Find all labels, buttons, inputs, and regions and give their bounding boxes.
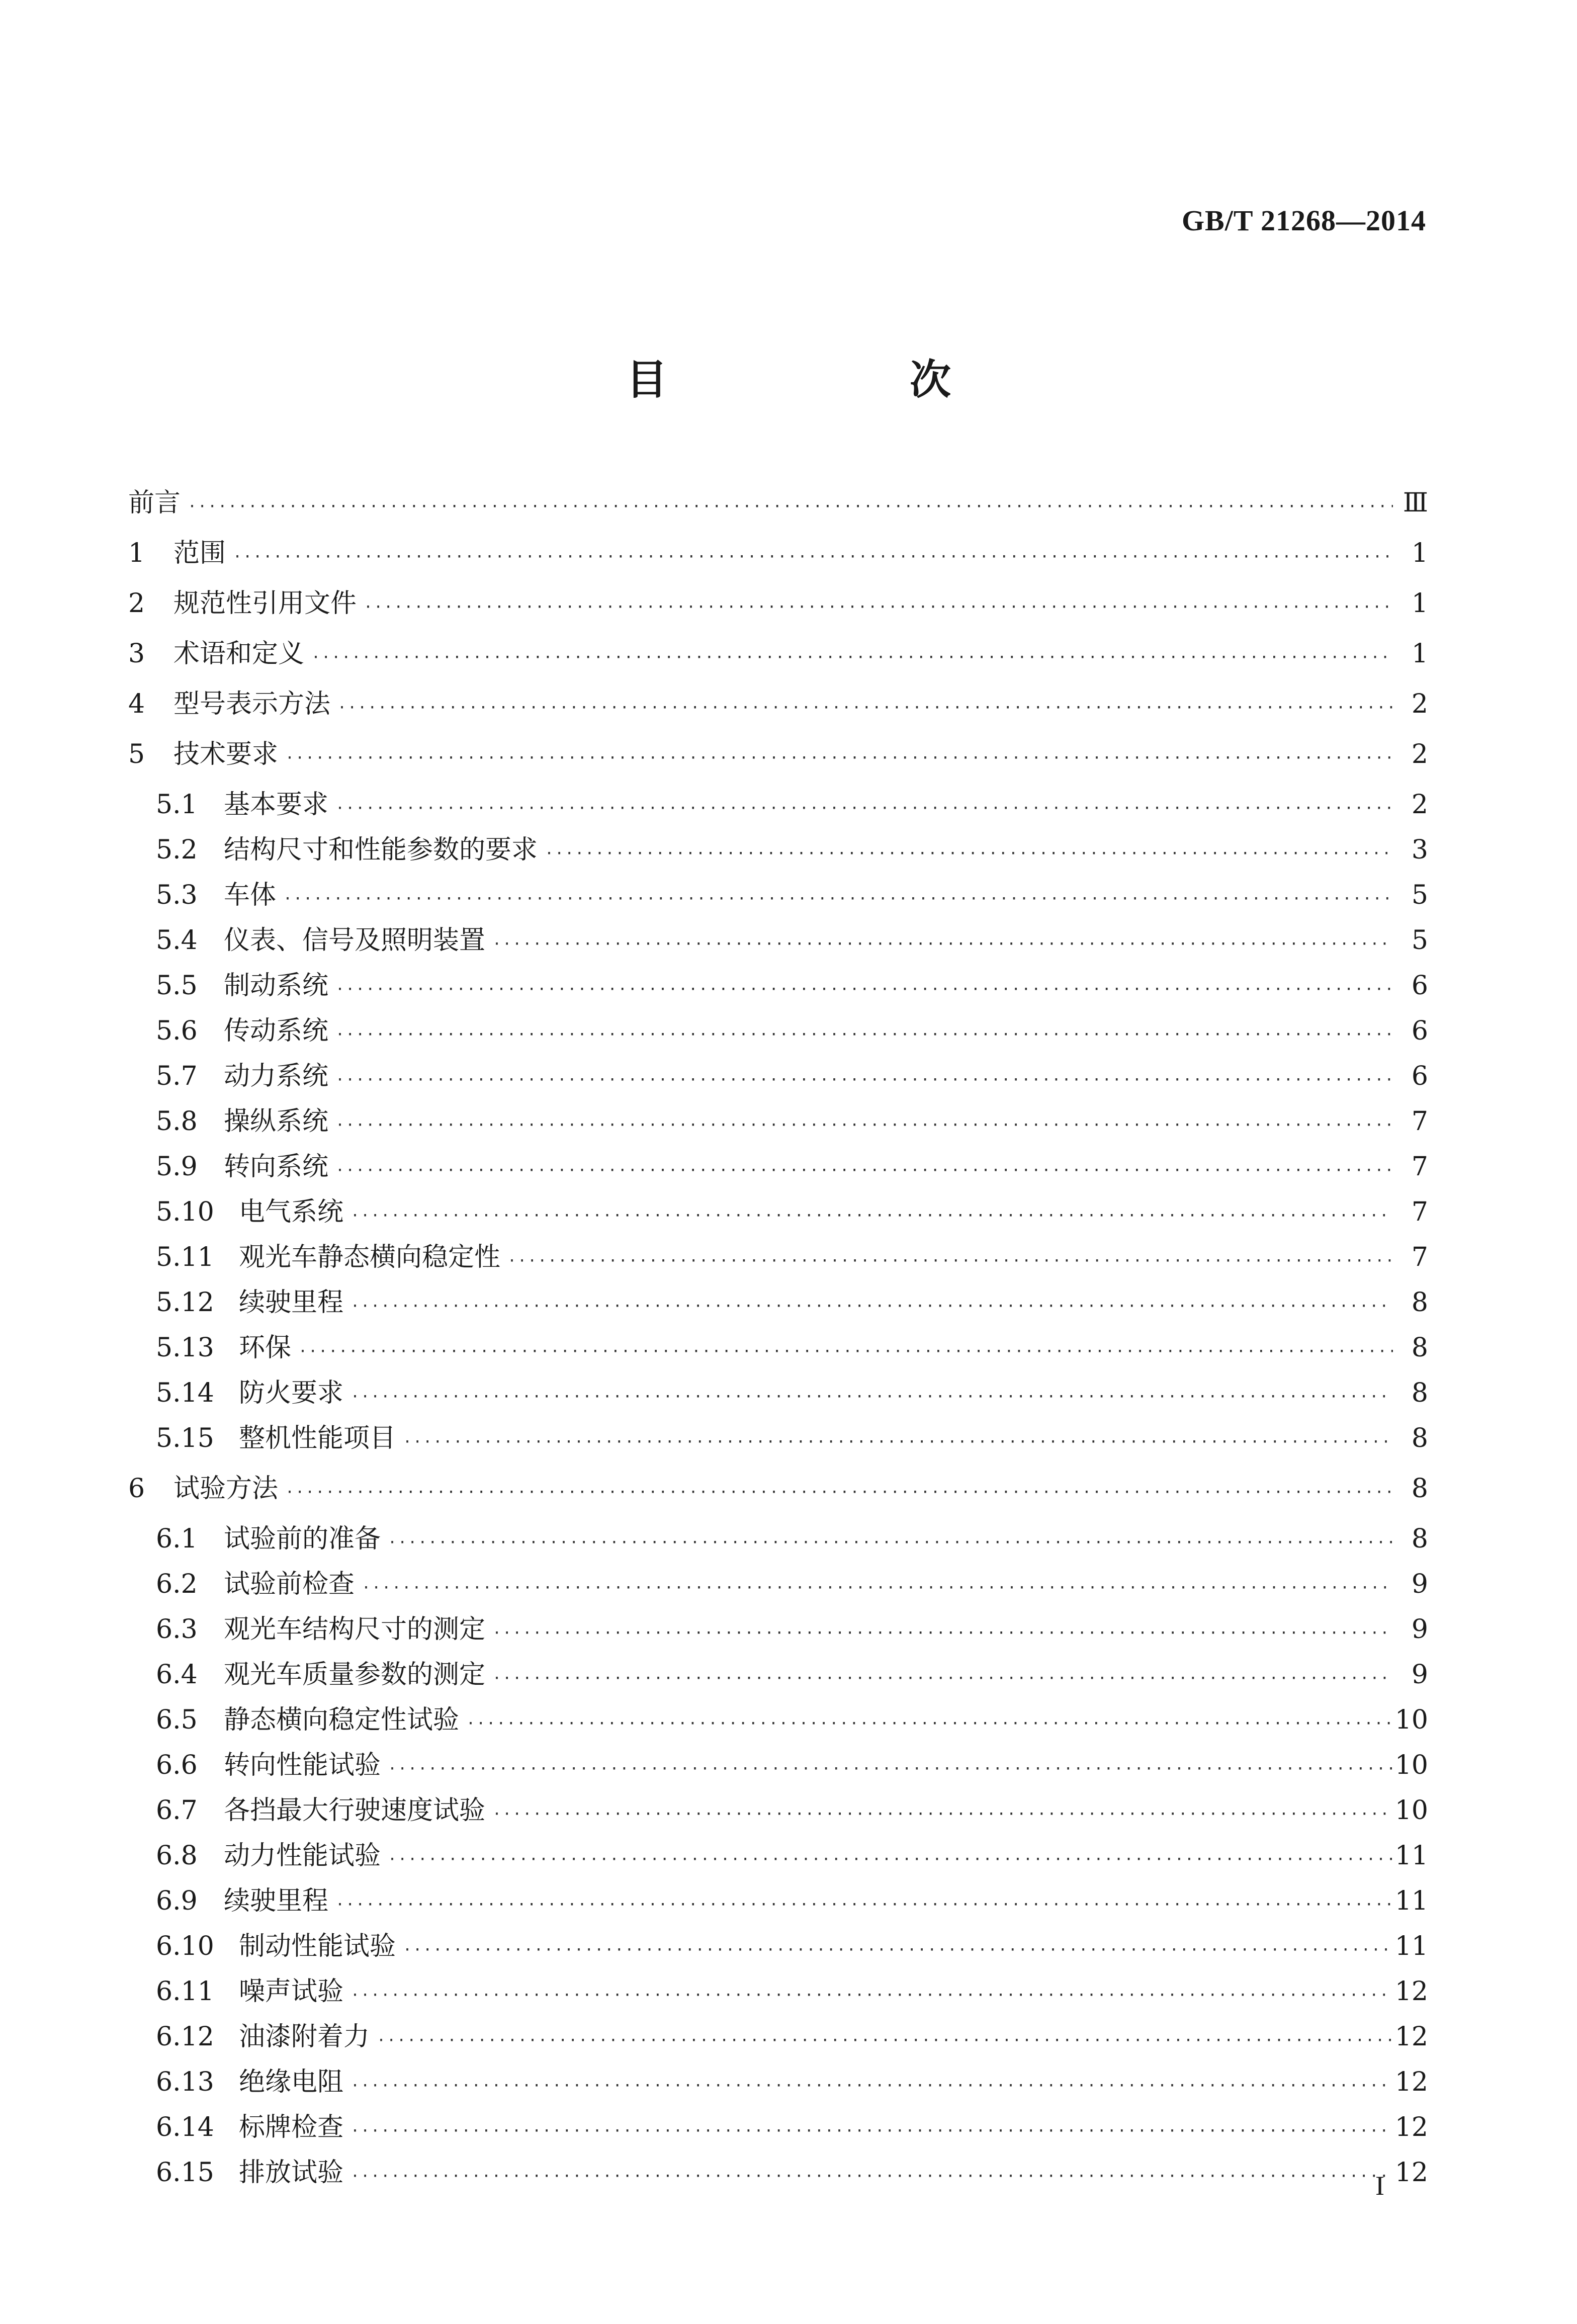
toc-entry-number: 5.11 (156, 1242, 214, 1272)
toc-dot-leader (351, 2157, 1393, 2197)
toc-entry-number: 2 (128, 588, 145, 619)
toc-entry[interactable] (128, 734, 1428, 774)
page-number: I (1375, 2171, 1384, 2201)
toc-entry[interactable] (128, 1469, 1428, 1509)
toc-dot-leader (364, 587, 1393, 628)
document-code: GB/T 21268—2014 (1181, 204, 1426, 237)
toc-entry[interactable] (156, 1192, 1428, 1232)
toc-entry[interactable] (156, 1519, 1428, 1559)
toc-dot-leader (507, 1241, 1393, 1281)
toc-entry-title: 术语和定义 (173, 639, 305, 669)
toc-entry-page: 1 (1411, 588, 1428, 619)
toc-entry[interactable] (128, 684, 1428, 724)
toc-entry-page: 5 (1411, 925, 1428, 956)
toc-entry-title: 观光车质量参数的测定 (224, 1660, 486, 1690)
toc-entry-page: 2 (1411, 790, 1428, 820)
toc-entry-title: 范围 (173, 538, 226, 568)
toc-entry[interactable] (156, 1881, 1428, 1921)
toc-entry-page: 7 (1411, 1152, 1428, 1182)
toc-entry-page: 9 (1411, 1569, 1428, 1599)
toc-entry-number: 6.14 (156, 2112, 214, 2142)
toc-entry-title: 排放试验 (239, 2158, 344, 2188)
toc-entry-page: 6 (1411, 971, 1428, 1001)
toc-entry-title: 续驶里程 (224, 1886, 329, 1916)
toc-dot-leader (466, 1704, 1393, 1744)
toc-dot-leader (351, 2111, 1393, 2151)
toc-dot-leader (285, 738, 1393, 779)
toc-dot-leader (388, 1523, 1393, 1563)
toc-entry-number: 6.1 (156, 1524, 198, 1554)
toc-entry-page: 7 (1411, 1242, 1428, 1272)
toc-entry-page: 11 (1394, 1931, 1428, 1961)
toc-entry[interactable] (156, 2062, 1428, 2102)
toc-dot-leader (335, 1885, 1393, 1925)
toc-entry-page: 1 (1411, 538, 1428, 568)
toc-entry-number: 1 (128, 538, 145, 568)
toc-dot-leader (335, 1015, 1393, 1055)
toc-dot-leader (283, 879, 1393, 919)
toc-entry-number: 6.8 (156, 1841, 198, 1871)
toc-entry[interactable] (156, 1745, 1428, 1785)
toc-dot-leader (492, 1613, 1393, 1654)
toc-entry[interactable] (156, 830, 1428, 870)
toc-entry-title: 电气系统 (239, 1197, 344, 1227)
toc-entry-title: 试验前的准备 (224, 1524, 381, 1554)
toc-dot-leader (311, 638, 1393, 678)
toc-entry-number: 5.15 (156, 1423, 214, 1453)
toc-dot-leader (335, 789, 1393, 829)
toc-entry[interactable] (156, 2017, 1428, 2057)
toc-entry-title: 环保 (239, 1333, 292, 1363)
toc-entry-title: 前言 (128, 488, 181, 518)
toc-entry-number: 4 (128, 689, 145, 719)
toc-entry[interactable] (156, 1971, 1428, 2012)
toc-dot-leader (335, 1105, 1393, 1146)
toc-entry-page: 10 (1394, 1750, 1428, 1780)
toc-entry-number: 6.6 (156, 1750, 198, 1780)
toc-entry-number: 5.9 (156, 1152, 198, 1182)
toc-entry-number: 6.10 (156, 1931, 214, 1961)
toc-entry-title: 转向性能试验 (224, 1750, 381, 1780)
toc-entry-title: 标牌检查 (239, 2112, 344, 2142)
toc-dot-leader (335, 1151, 1393, 1191)
toc-entry[interactable] (156, 1700, 1428, 1740)
toc-entry-title: 整机性能项目 (239, 1423, 396, 1453)
toc-entry[interactable] (128, 634, 1428, 674)
toc-entry-title: 油漆附着力 (239, 2022, 370, 2052)
toc-entry-number: 5 (128, 739, 145, 769)
toc-entry-title: 观光车静态横向稳定性 (239, 1242, 501, 1272)
toc-entry[interactable] (156, 1237, 1428, 1277)
toc-entry-page: 6 (1411, 1016, 1428, 1046)
toc-entry[interactable] (156, 1790, 1428, 1831)
toc-entry-number: 6.2 (156, 1569, 198, 1599)
toc-entry-number: 5.5 (156, 971, 198, 1001)
toc-dot-leader (388, 1840, 1393, 1880)
toc-dot-leader (337, 688, 1393, 728)
toc-entry-page: 8 (1411, 1333, 1428, 1363)
toc-entry-title: 制动性能试验 (239, 1931, 396, 1961)
toc-entry-title: 规范性引用文件 (173, 588, 357, 619)
toc-entry-number: 6.5 (156, 1705, 198, 1735)
toc-entry-number: 5.13 (156, 1333, 214, 1363)
toc-entry-number: 6.12 (156, 2022, 214, 2052)
toc-entry-page: 12 (1394, 1976, 1428, 2007)
toc-entry-page: 8 (1411, 1524, 1428, 1554)
toc-dot-leader (335, 1060, 1393, 1100)
toc-entry-page: 11 (1394, 1886, 1428, 1916)
toc-entry-page: 8 (1411, 1287, 1428, 1318)
toc-entry-page: 9 (1411, 1614, 1428, 1645)
toc-entry-number: 5.6 (156, 1016, 198, 1046)
toc-entry-number: 3 (128, 639, 145, 669)
toc-entry-page: 11 (1394, 1841, 1428, 1871)
toc-entry-number: 5.4 (156, 925, 198, 956)
toc-entry-title: 转向系统 (224, 1152, 329, 1182)
toc-entry[interactable] (128, 583, 1428, 624)
toc-entry-title: 静态横向稳定性试验 (224, 1705, 460, 1735)
toc-dot-leader (492, 1659, 1393, 1699)
toc-dot-leader (188, 487, 1393, 527)
toc-entry-page: 10 (1394, 1705, 1428, 1735)
toc-entry[interactable] (156, 1564, 1428, 1604)
toc-entry-page: 2 (1411, 739, 1428, 769)
toc-entry-page: 8 (1411, 1378, 1428, 1408)
toc-dot-leader (377, 2021, 1393, 2061)
toc-dot-leader (403, 1930, 1393, 1970)
toc-entry-page: 6 (1411, 1061, 1428, 1091)
toc-dot-leader (298, 1332, 1393, 1372)
toc-entry-page: 2 (1411, 689, 1428, 719)
toc-entry[interactable] (156, 1655, 1428, 1695)
toc-entry-page: 9 (1411, 1660, 1428, 1690)
toc-entry-number: 5.3 (156, 880, 198, 910)
toc-entry-number: 6.3 (156, 1614, 198, 1645)
toc-entry-page: 8 (1411, 1423, 1428, 1453)
toc-entry-number: 5.1 (156, 790, 198, 820)
toc-entry-title: 车体 (224, 880, 277, 910)
toc-entry-title: 动力系统 (224, 1061, 329, 1091)
toc-entry[interactable] (156, 1836, 1428, 1876)
toc-entry-number: 6 (128, 1474, 145, 1504)
toc-entry-page: 7 (1411, 1106, 1428, 1137)
toc-entry-page: 12 (1394, 2112, 1428, 2142)
toc-entry[interactable] (156, 1418, 1428, 1458)
toc-entry-page: 3 (1411, 835, 1428, 865)
toc-entry-title: 动力性能试验 (224, 1841, 381, 1871)
toc-entry-number: 5.14 (156, 1378, 214, 1408)
toc-entry-title: 制动系统 (224, 971, 329, 1001)
toc-entry-title: 试验前检查 (224, 1569, 355, 1599)
toc-entry[interactable] (156, 1101, 1428, 1142)
toc-dot-leader (335, 970, 1393, 1010)
toc-entry-title: 绝缘电阻 (239, 2067, 344, 2097)
toc-entry-title: 续驶里程 (239, 1287, 344, 1318)
toc-dot-leader (351, 2066, 1393, 2106)
toc-entry-number: 6.7 (156, 1795, 198, 1826)
toc-entry[interactable] (156, 1282, 1428, 1323)
toc-entry[interactable] (156, 966, 1428, 1006)
toc-entry-page: Ⅲ (1403, 488, 1428, 518)
toc-dot-leader (403, 1422, 1393, 1462)
toc-entry[interactable] (156, 1011, 1428, 1051)
toc-entry[interactable] (156, 1609, 1428, 1650)
toc-dot-leader (285, 1473, 1393, 1513)
toc-dot-leader (351, 1975, 1393, 2016)
toc-entry-title: 操纵系统 (224, 1106, 329, 1137)
toc-entry-page: 12 (1394, 2067, 1428, 2097)
toc-entry-page: 1 (1411, 639, 1428, 669)
toc-entry-number: 6.11 (156, 1976, 214, 2007)
toc-entry-title: 噪声试验 (239, 1976, 344, 2007)
toc-entry[interactable] (156, 1328, 1428, 1368)
toc-entry-title: 结构尺寸和性能参数的要求 (224, 835, 538, 865)
toc-dot-leader (492, 1794, 1393, 1835)
toc-entry[interactable] (128, 483, 1428, 523)
toc-entry[interactable] (128, 533, 1428, 573)
toc-entry-number: 6.15 (156, 2158, 214, 2188)
toc-entry-title: 型号表示方法 (173, 689, 331, 719)
toc-entry[interactable] (156, 2153, 1428, 2193)
toc-entry-page: 8 (1411, 1474, 1428, 1504)
toc-entry-number: 5.10 (156, 1197, 214, 1227)
toc-entry-page: 7 (1411, 1197, 1428, 1227)
toc-entry-title: 观光车结构尺寸的测定 (224, 1614, 486, 1645)
toc-entry-page: 12 (1394, 2158, 1428, 2188)
toc-entry-title: 传动系统 (224, 1016, 329, 1046)
toc-dot-leader (545, 834, 1393, 874)
toc-entry-page: 10 (1394, 1795, 1428, 1826)
toc-dot-leader (351, 1196, 1393, 1236)
toc-entry[interactable] (156, 875, 1428, 915)
toc-entry-number: 5.12 (156, 1287, 214, 1318)
toc-entry-title: 试验方法 (173, 1474, 279, 1504)
toc-entry-title: 仪表、信号及照明装置 (224, 925, 486, 956)
toc-entry[interactable] (156, 1147, 1428, 1187)
toc-entry-number: 6.4 (156, 1660, 198, 1690)
toc-entry-title: 技术要求 (173, 739, 279, 769)
toc-entry[interactable] (156, 785, 1428, 825)
toc-dot-leader (492, 924, 1393, 965)
toc-dot-leader (362, 1568, 1393, 1608)
toc-entry-number: 6.13 (156, 2067, 214, 2097)
toc-dot-leader (233, 537, 1393, 577)
toc-dot-leader (388, 1749, 1393, 1789)
toc-entry-number: 5.7 (156, 1061, 198, 1091)
toc-entry-number: 6.9 (156, 1886, 198, 1916)
toc-entry-number: 5.8 (156, 1106, 198, 1137)
toc-entry[interactable] (156, 920, 1428, 961)
toc-entry-page: 5 (1411, 880, 1428, 910)
toc-dot-leader (351, 1377, 1393, 1417)
toc-entry-number: 5.2 (156, 835, 198, 865)
toc-entry[interactable] (156, 1926, 1428, 1966)
toc-entry[interactable] (156, 1056, 1428, 1096)
toc-entry[interactable] (156, 1373, 1428, 1413)
toc-entry-title: 基本要求 (224, 790, 329, 820)
toc-entry-page: 12 (1394, 2022, 1428, 2052)
toc-entry-title: 防火要求 (239, 1378, 344, 1408)
toc-entry-title: 各挡最大行驶速度试验 (224, 1795, 486, 1826)
toc-dot-leader (351, 1286, 1393, 1327)
toc-entry[interactable] (156, 2107, 1428, 2147)
page-title: 目 次 (626, 356, 1052, 404)
